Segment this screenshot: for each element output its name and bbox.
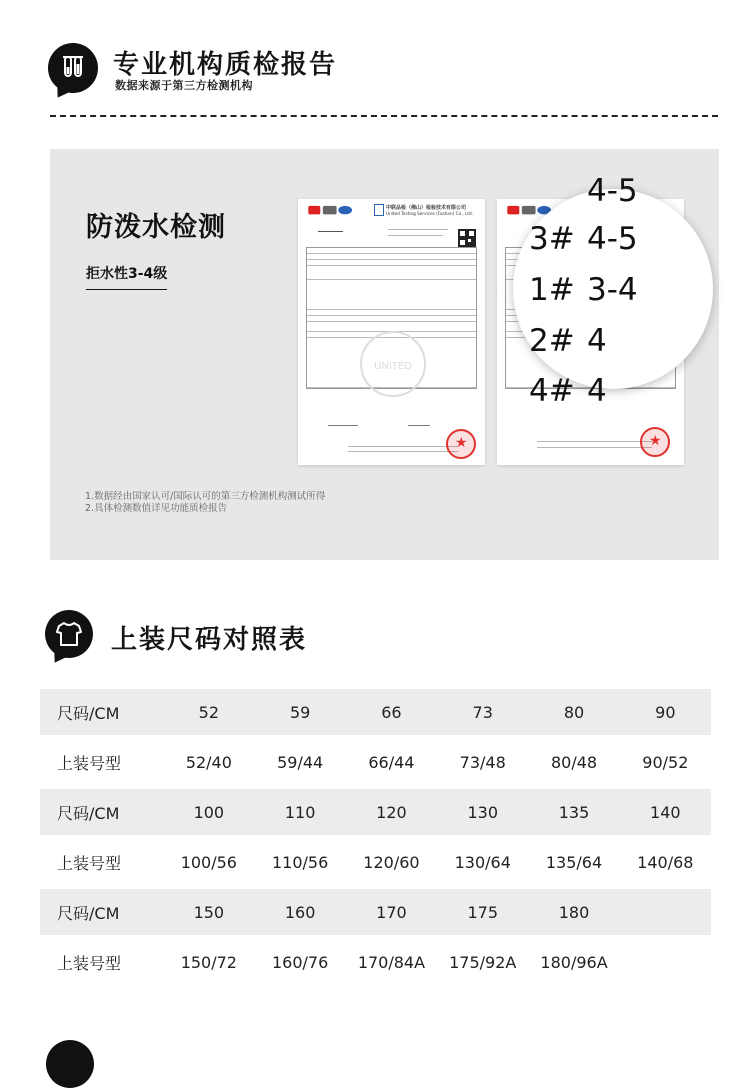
size-chart-table (40, 689, 711, 989)
table-cell: 135/64 (545, 852, 603, 872)
table-cell: 160 (284, 902, 316, 922)
doc-company-name-en: United Testing Services (Foshan) Co., Ltd. (386, 211, 473, 216)
doc-footer-line (348, 446, 458, 447)
table-cell: 73/48 (459, 752, 506, 772)
table-cell: 100 (193, 802, 225, 822)
table-cell: 140 (650, 802, 681, 822)
table-cell: 135 (558, 802, 590, 822)
table-cell: 59/44 (277, 752, 324, 772)
qr-code-icon (458, 229, 476, 247)
table-cell: 90/52 (642, 752, 689, 772)
next-section-icon-badge (46, 1040, 94, 1088)
doc-text-line (388, 235, 443, 236)
certification-logos-icon (304, 205, 364, 217)
table-cell: 140/68 (637, 852, 694, 872)
table-cell: 170 (376, 902, 407, 922)
magnified-value: 3-4 (587, 272, 638, 308)
table-row (40, 835, 711, 889)
red-stamp-icon (446, 429, 476, 459)
magnified-row-4 (529, 373, 607, 409)
doc-company-name: 中联品检（佛山）检验技术有限公司 (386, 205, 467, 211)
magnified-value: 4 (587, 373, 607, 409)
note-line-2: 2.具体检测数值详见功能质检报告 (85, 503, 228, 514)
test-tube-icon-badge (48, 43, 98, 93)
table-row (40, 889, 711, 935)
panel-title: 防泼水检测 (86, 212, 226, 243)
watermark-icon (338, 329, 448, 399)
table-cell: 90 (655, 702, 676, 722)
table-cell: 52/40 (185, 752, 232, 772)
table-cell: 130 (467, 802, 498, 822)
table-cell: 80/48 (550, 752, 598, 772)
row-label: 尺码/CM (57, 903, 120, 923)
section-title-quality-report: 专业机构质检报告 (113, 50, 338, 80)
table-cell: 120 (376, 802, 407, 822)
table-cell: 73 (472, 702, 493, 722)
magnified-grade: 4# (529, 373, 575, 409)
doc-footer-line (537, 441, 652, 442)
doc-text-line (388, 229, 448, 230)
table-cell: 110 (284, 802, 316, 822)
doc-footer-line (348, 451, 458, 452)
row-label: 上装号型 (57, 753, 122, 773)
section-subtitle-quality-report: 数据来源于第三方检测机构 (115, 79, 253, 92)
panel-rating-badge: 拒水性3-4级 (86, 263, 167, 290)
table-row (40, 789, 711, 835)
magnified-grade: 3# (529, 221, 575, 257)
magnified-value: 4-5 (587, 221, 638, 257)
table-cell: 130/64 (454, 852, 511, 872)
row-label: 上装号型 (57, 953, 122, 973)
table-cell: 150 (193, 902, 225, 922)
test-report-document-1[interactable] (298, 199, 485, 465)
magnified-row-3 (529, 323, 607, 359)
section-title-size-chart: 上装尺码对照表 (111, 625, 308, 655)
red-stamp-icon (640, 427, 670, 457)
dashed-divider (50, 115, 718, 117)
table-row (40, 935, 711, 989)
table-cell: 150/72 (180, 952, 237, 972)
table-row (40, 735, 711, 789)
shirt-icon (56, 622, 82, 646)
magnifier-callout (513, 173, 713, 409)
svg-text:UNITED: UNITED (374, 361, 412, 372)
row-label: 尺码/CM (57, 703, 120, 723)
table-cell: 175 (467, 902, 498, 922)
magnified-grade: 1# (529, 272, 575, 308)
magnified-value: 4-5 (587, 173, 638, 209)
table-cell: 110/56 (271, 852, 329, 872)
table-cell: 80 (563, 702, 585, 722)
magnified-value: 4 (587, 323, 607, 359)
shirt-icon-badge (45, 610, 93, 658)
table-cell: 160/76 (271, 952, 329, 972)
table-cell: 180 (558, 902, 590, 922)
magnified-grade: 2# (529, 323, 575, 359)
row-label: 上装号型 (57, 853, 122, 873)
doc-signature-line (408, 425, 430, 426)
table-cell: 66 (381, 702, 402, 722)
magnified-row-1 (529, 221, 638, 257)
doc-footer-line (537, 447, 652, 448)
test-tube-icon (60, 54, 86, 80)
table-row (40, 689, 711, 735)
water-repellency-panel (50, 149, 719, 560)
table-cell: 120/60 (363, 852, 420, 872)
table-cell: 170/84A (357, 952, 426, 972)
magnified-row-2 (529, 272, 638, 308)
magnified-row-0 (587, 173, 638, 209)
note-line-1: 1.数据经由国家认可/国际认可的第三方检测机构测试所得 (85, 491, 326, 502)
row-label: 尺码/CM (57, 803, 120, 823)
table-cell: 59 (289, 702, 311, 722)
table-cell: 52 (198, 702, 220, 722)
company-logo-icon (374, 204, 384, 216)
table-cell: 175/92A (449, 952, 517, 972)
table-cell: 100/56 (180, 852, 237, 872)
table-cell: 180/96A (540, 952, 608, 972)
doc-text-line (318, 231, 343, 232)
doc-signature-line (328, 425, 358, 426)
table-cell: 66/44 (368, 752, 415, 772)
